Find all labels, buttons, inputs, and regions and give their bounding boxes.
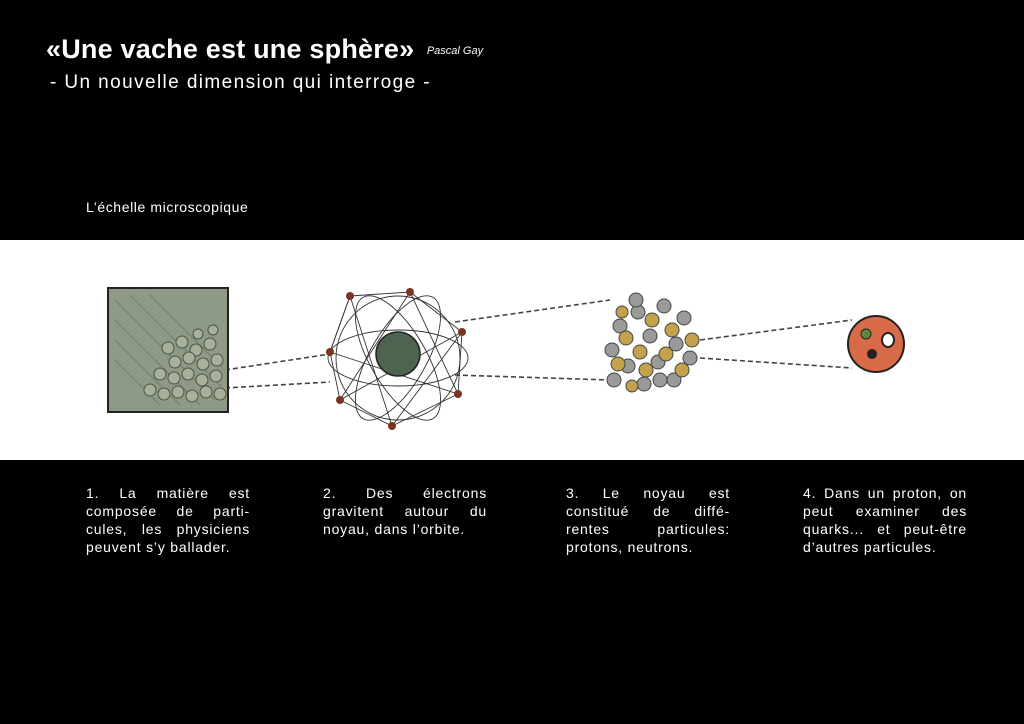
title-row	[46, 34, 483, 65]
illustration-svg	[0, 240, 1024, 460]
caption-electrons: 2. Des électrons gravitent autour du noyau, dans l’orbite.	[323, 485, 487, 537]
caption-proton: 4. Dans un proton, on peut examiner des quarks... et peut-être d’autres particules.	[803, 485, 967, 555]
nucleus-cluster-sketch-icon	[605, 293, 699, 392]
page-subtitle: - Un nouvelle dimension qui interroge -	[50, 72, 431, 93]
illustration-band	[0, 240, 1024, 460]
section-label: L’échelle microscopique	[86, 199, 249, 215]
proton-quarks-sketch-icon	[848, 316, 904, 372]
page-title: «Une vache est une sphère»	[46, 34, 415, 64]
zoom-lines	[225, 300, 852, 388]
caption-matter: 1. La matière est composée de parti-cules, les physiciens peuvent s’y ballader.	[86, 485, 250, 555]
atom-orbit-sketch-icon	[326, 283, 468, 432]
caption-nucleus: 3. Le noyau est constitué de diffé-rentes particules: protons, neutrons.	[566, 485, 730, 555]
author-name: Pascal Gay	[426, 45, 484, 57]
matter-square-sketch-icon	[108, 288, 228, 412]
